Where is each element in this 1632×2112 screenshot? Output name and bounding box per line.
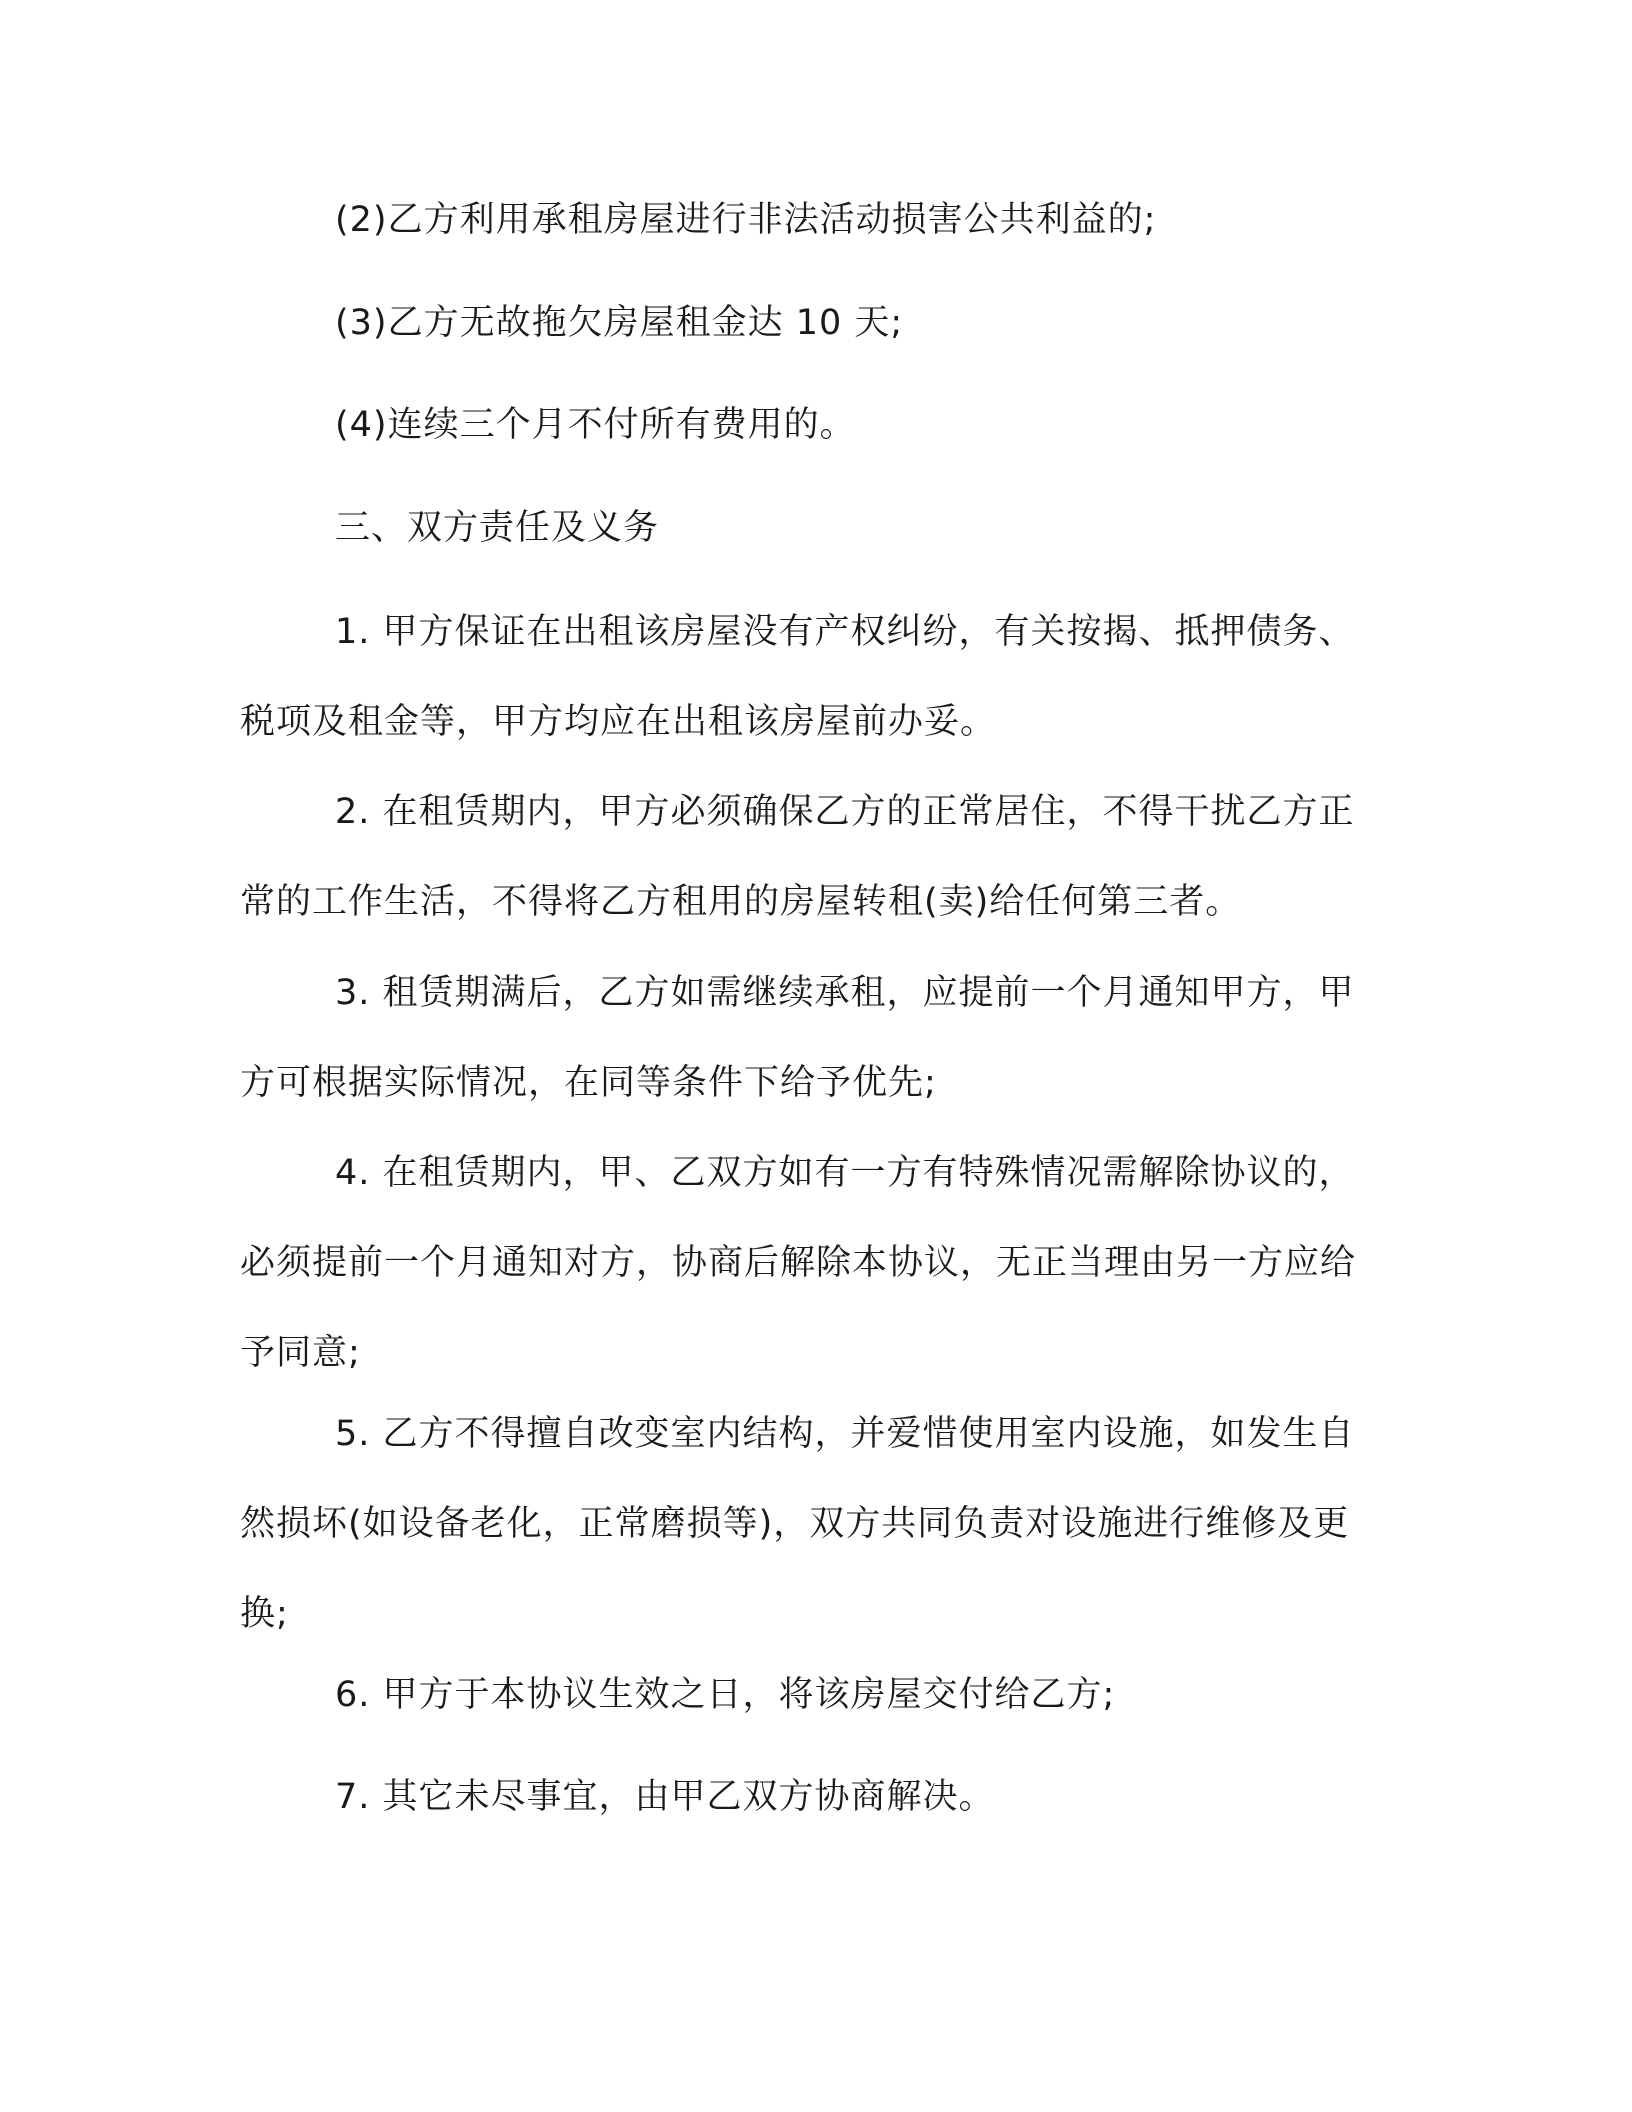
duty-1-paragraph [240,587,1390,767]
duty-5-paragraph [240,1389,1390,1659]
duty-2-text: 2. 在租赁期内，甲方必须确保乙方的正常居住，不得干扰乙方正常的工作生活，不得将乙方租用的房屋转租(卖)给任何第三者。 [240,792,1355,922]
duty-3-text: 3. 租赁期满后，乙方如需继续承租，应提前一个月通知甲方，甲方可根据实际情况，在同等条件下给予优先; [240,973,1355,1103]
clause-3-text: (3)乙方无故拖欠房屋租金达 10 天; [335,303,904,343]
duty-7-text: 7. 其它未尽事宜，由甲乙双方协商解决。 [335,1777,995,1817]
section-heading [240,483,1390,573]
clause-3-paragraph [240,278,1390,368]
duty-3-paragraph [240,948,1390,1128]
clause-4-text: (4)连续三个月不付所有费用的。 [335,405,856,445]
duty-1-text: 1. 甲方保证在出租该房屋没有产权纠纷，有关按揭、抵押债务、税项及租金等，甲方均应在出租该房屋前办妥。 [240,612,1355,742]
duty-7-paragraph [240,1752,1390,1842]
duty-4-paragraph [240,1128,1390,1398]
clause-2-text: (2)乙方利用承租房屋进行非法活动损害公共利益的; [335,200,1157,240]
duty-6-paragraph [240,1650,1390,1740]
duty-5-text: 5. 乙方不得擅自改变室内结构，并爱惜使用室内设施，如发生自然损坏(如设备老化，正常磨损等)，双方共同负责对设施进行维修及更换; [240,1414,1355,1634]
duty-4-text: 4. 在租赁期内，甲、乙双方如有一方有特殊情况需解除协议的，必须提前一个月通知对方，协商后解除本协议，无正当理由另一方应给予同意; [240,1153,1357,1373]
duty-2-paragraph [240,767,1390,947]
clause-2-paragraph [240,175,1390,265]
duty-6-text: 6. 甲方于本协议生效之日，将该房屋交付给乙方; [335,1675,1116,1715]
clause-4-paragraph [240,380,1390,470]
section-heading-text: 三、双方责任及义务 [335,508,660,548]
